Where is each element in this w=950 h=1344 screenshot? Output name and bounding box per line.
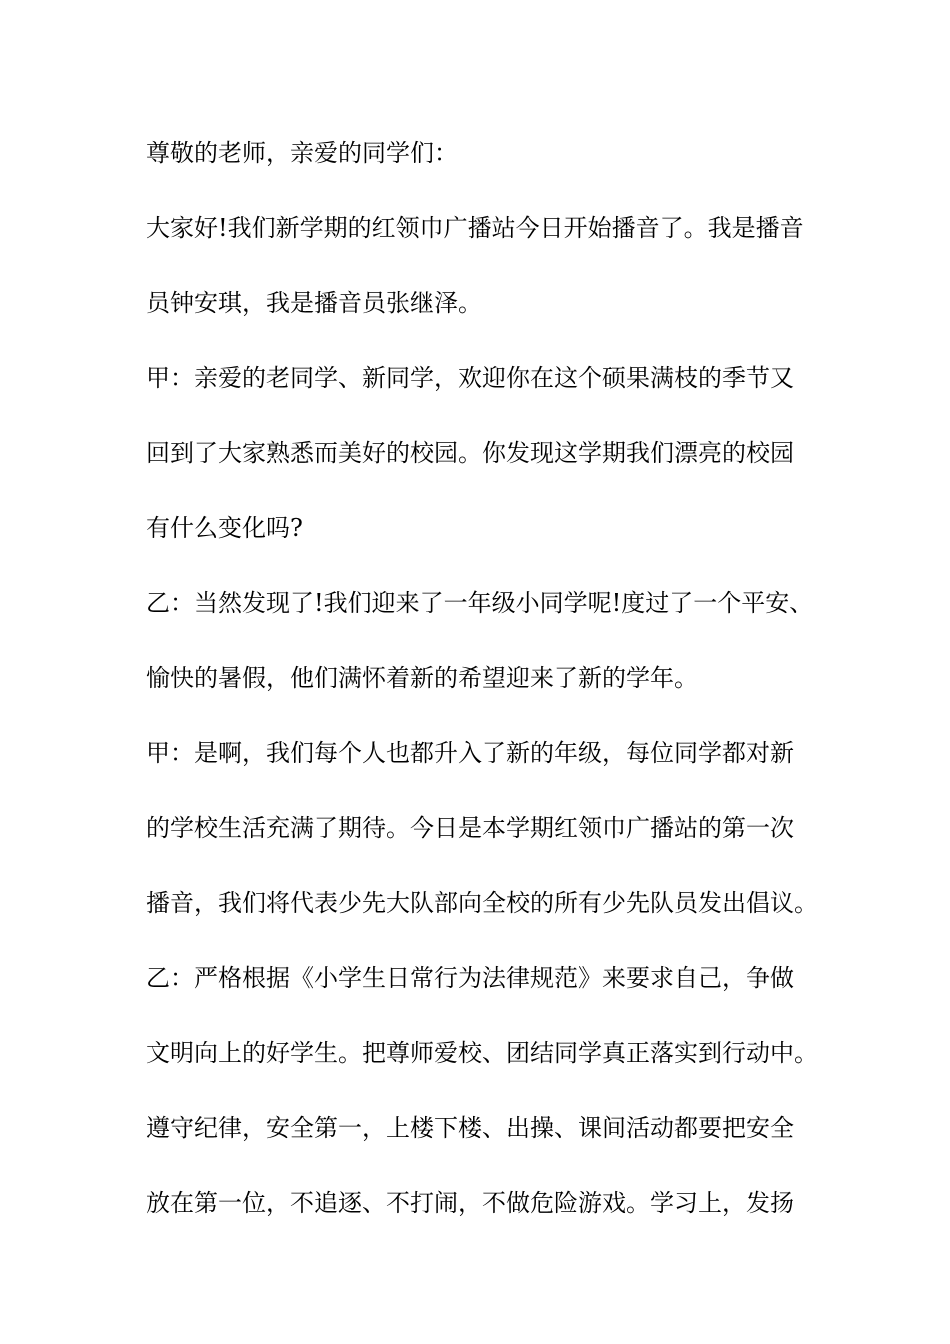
text-line: 文明向上的好学生。把尊师爱校、团结同学真正落实到行动中。	[146, 1039, 818, 1067]
text-line: 乙：严格根据《小学生日常行为法律规范》来要求自己，争做	[146, 964, 794, 992]
text-line: 尊敬的老师，亲爱的同学们：	[146, 139, 458, 167]
text-line: 遵守纪律，安全第一，上楼下楼、出操、课间活动都要把安全	[146, 1114, 794, 1142]
text-line: 甲：是啊，我们每个人也都升入了新的年级，每位同学都对新	[146, 739, 794, 767]
text-line: 回到了大家熟悉而美好的校园。你发现这学期我们漂亮的校园	[146, 439, 794, 467]
text-line: 乙：当然发现了!我们迎来了一年级小同学呢!度过了一个平安、	[146, 589, 814, 617]
text-line: 的学校生活充满了期待。今日是本学期红领巾广播站的第一次	[146, 814, 794, 842]
text-line: 放在第一位，不追逐、不打闹，不做危险游戏。学习上，发扬	[146, 1189, 794, 1217]
text-line: 愉快的暑假，他们满怀着新的希望迎来了新的学年。	[146, 664, 698, 692]
text-line: 有什么变化吗?	[146, 514, 303, 542]
text-line: 播音，我们将代表少先大队部向全校的所有少先队员发出倡议。	[146, 889, 818, 917]
text-line: 员钟安琪，我是播音员张继泽。	[146, 289, 482, 317]
text-line: 大家好!我们新学期的红领巾广播站今日开始播音了。我是播音	[146, 214, 804, 242]
text-line: 甲：亲爱的老同学、新同学，欢迎你在这个硕果满枝的季节又	[146, 364, 794, 392]
